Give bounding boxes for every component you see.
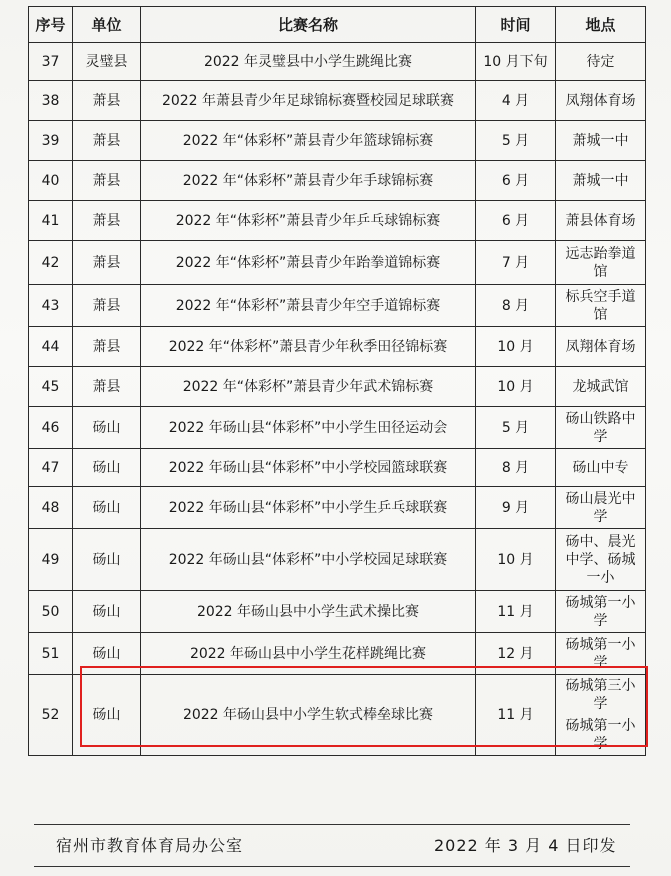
cell-name: 2022 年灵璧县中小学生跳绳比赛 xyxy=(141,43,476,81)
cell-unit: 砀山 xyxy=(73,675,141,756)
cell-place: 砀山中专 xyxy=(556,449,646,487)
table-header-row xyxy=(29,7,646,43)
table-row xyxy=(29,633,646,675)
cell-place: 远志跆拳道馆 xyxy=(556,241,646,285)
header-no: 序号 xyxy=(29,7,73,43)
footer-date: 2022 年 3 月 4 日印发 xyxy=(434,836,617,855)
cell-place: 萧县体育场 xyxy=(556,201,646,241)
competition-schedule-table xyxy=(28,6,646,756)
cell-place: 凤翔体育场 xyxy=(556,327,646,367)
cell-name: 2022 年“体彩杯”萧县青少年跆拳道锦标赛 xyxy=(141,241,476,285)
cell-time: 8 月 xyxy=(476,285,556,327)
table-row xyxy=(29,367,646,407)
table-row xyxy=(29,285,646,327)
cell-name: 2022 年砀山县中小学生软式棒垒球比赛 xyxy=(141,675,476,756)
cell-name: 2022 年“体彩杯”萧县青少年秋季田径锦标赛 xyxy=(141,327,476,367)
table-row xyxy=(29,121,646,161)
table-row-highlighted xyxy=(29,675,646,756)
header-place: 地点 xyxy=(556,7,646,43)
cell-no: 50 xyxy=(29,591,73,633)
cell-unit: 萧县 xyxy=(73,121,141,161)
table-row xyxy=(29,201,646,241)
cell-place: 砀中、晨光中学、砀城一小 xyxy=(556,529,646,591)
cell-name: 2022 年萧县青少年足球锦标赛暨校园足球联赛 xyxy=(141,81,476,121)
header-unit: 单位 xyxy=(73,7,141,43)
cell-name: 2022 年砀山县“体彩杯”中小学校园篮球联赛 xyxy=(141,449,476,487)
cell-time: 5 月 xyxy=(476,121,556,161)
header-name: 比赛名称 xyxy=(141,7,476,43)
cell-time: 4 月 xyxy=(476,81,556,121)
cell-time: 11 月 xyxy=(476,675,556,756)
footer-issuer: 宿州市教育体育局办公室 xyxy=(56,836,244,855)
table-row xyxy=(29,449,646,487)
cell-place: 砀城第一小学 xyxy=(556,591,646,633)
cell-name: 2022 年砀山县中小学生武术操比赛 xyxy=(141,591,476,633)
cell-unit: 萧县 xyxy=(73,201,141,241)
cell-time: 10 月 xyxy=(476,367,556,407)
cell-time: 11 月 xyxy=(476,591,556,633)
cell-place: 凤翔体育场 xyxy=(556,81,646,121)
cell-unit: 灵璧县 xyxy=(73,43,141,81)
cell-place-line2: 砀城第一小学 xyxy=(565,718,636,752)
footer-divider-top xyxy=(34,824,630,825)
cell-unit: 萧县 xyxy=(73,241,141,285)
cell-time: 10 月 xyxy=(476,529,556,591)
cell-place: 砀城第一小学 xyxy=(556,633,646,675)
cell-place: 砀山晨光中学 xyxy=(556,487,646,529)
cell-no: 37 xyxy=(29,43,73,81)
cell-unit: 萧县 xyxy=(73,161,141,201)
cell-unit: 萧县 xyxy=(73,81,141,121)
cell-place: 标兵空手道馆 xyxy=(556,285,646,327)
cell-name: 2022 年“体彩杯”萧县青少年手球锦标赛 xyxy=(141,161,476,201)
table-row xyxy=(29,81,646,121)
cell-name: 2022 年“体彩杯”萧县青少年篮球锦标赛 xyxy=(141,121,476,161)
table-row xyxy=(29,529,646,591)
cell-time: 7 月 xyxy=(476,241,556,285)
cell-time: 6 月 xyxy=(476,201,556,241)
cell-unit: 萧县 xyxy=(73,327,141,367)
cell-time: 9 月 xyxy=(476,487,556,529)
cell-place-line1: 砀城第三小学 xyxy=(565,678,636,712)
table-row xyxy=(29,487,646,529)
cell-no: 46 xyxy=(29,407,73,449)
cell-name: 2022 年砀山县中小学生花样跳绳比赛 xyxy=(141,633,476,675)
cell-no: 47 xyxy=(29,449,73,487)
cell-unit: 砀山 xyxy=(73,449,141,487)
cell-time: 6 月 xyxy=(476,161,556,201)
cell-no: 48 xyxy=(29,487,73,529)
table-row xyxy=(29,241,646,285)
cell-unit: 砀山 xyxy=(73,407,141,449)
cell-time: 10 月 xyxy=(476,327,556,367)
cell-time: 10 月下旬 xyxy=(476,43,556,81)
cell-place xyxy=(556,675,646,756)
cell-unit: 砀山 xyxy=(73,591,141,633)
cell-name: 2022 年“体彩杯”萧县青少年空手道锦标赛 xyxy=(141,285,476,327)
header-time: 时间 xyxy=(476,7,556,43)
cell-unit: 砀山 xyxy=(73,529,141,591)
cell-no: 40 xyxy=(29,161,73,201)
cell-place: 萧城一中 xyxy=(556,161,646,201)
table-row xyxy=(29,43,646,81)
cell-no: 44 xyxy=(29,327,73,367)
table-row xyxy=(29,327,646,367)
cell-no: 39 xyxy=(29,121,73,161)
cell-name: 2022 年砀山县“体彩杯”中小学校园足球联赛 xyxy=(141,529,476,591)
table-row xyxy=(29,591,646,633)
cell-no: 49 xyxy=(29,529,73,591)
cell-name: 2022 年“体彩杯”萧县青少年武术锦标赛 xyxy=(141,367,476,407)
cell-no: 43 xyxy=(29,285,73,327)
cell-name: 2022 年砀山县“体彩杯”中小学生乒乓球联赛 xyxy=(141,487,476,529)
cell-no: 42 xyxy=(29,241,73,285)
cell-time: 12 月 xyxy=(476,633,556,675)
cell-unit: 砀山 xyxy=(73,487,141,529)
cell-unit: 砀山 xyxy=(73,633,141,675)
cell-time: 5 月 xyxy=(476,407,556,449)
cell-name: 2022 年砀山县“体彩杯”中小学生田径运动会 xyxy=(141,407,476,449)
cell-place: 龙城武馆 xyxy=(556,367,646,407)
table-row xyxy=(29,407,646,449)
table-row xyxy=(29,161,646,201)
cell-place: 萧城一中 xyxy=(556,121,646,161)
cell-no: 52 xyxy=(29,675,73,756)
cell-no: 38 xyxy=(29,81,73,121)
cell-time: 8 月 xyxy=(476,449,556,487)
cell-place: 待定 xyxy=(556,43,646,81)
cell-no: 41 xyxy=(29,201,73,241)
cell-no: 51 xyxy=(29,633,73,675)
cell-unit: 萧县 xyxy=(73,285,141,327)
cell-name: 2022 年“体彩杯”萧县青少年乒乓球锦标赛 xyxy=(141,201,476,241)
cell-place: 砀山铁路中学 xyxy=(556,407,646,449)
cell-no: 45 xyxy=(29,367,73,407)
footer-divider-bottom xyxy=(34,866,630,867)
cell-unit: 萧县 xyxy=(73,367,141,407)
